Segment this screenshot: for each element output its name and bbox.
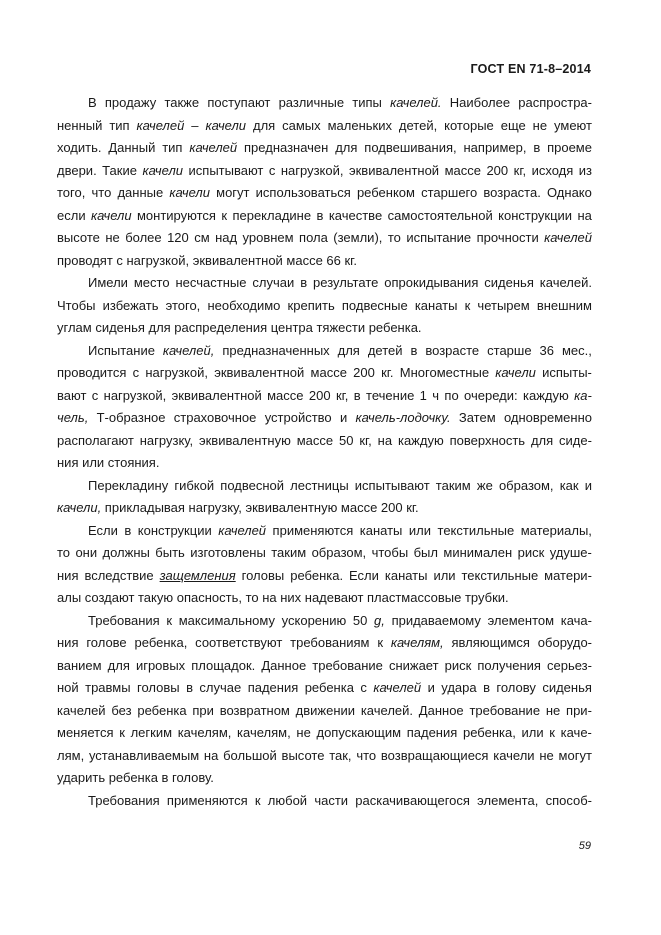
text-line: ния или стояния. <box>57 455 160 470</box>
text-line: двери. Такие качели испытывают с нагрузкой, эквивалентной массе 200 кг, исходя из <box>57 162 592 178</box>
text-line: проводят с нагрузкой, эквивалентной массе 66 кг. <box>57 252 357 268</box>
text-line: меняется к легким качелям, качелям, не допускающим падения ребенка, или к каче- <box>57 725 592 740</box>
text-line: лям, устанавливаемым на большой высоте так, что возвращающиеся качели не могут <box>57 747 592 763</box>
text-line: ния голове ребенка, соответствуют требованиям к качелям, являющимся оборудо- <box>57 635 592 650</box>
document-header: ГОСТ EN 71-8–2014 <box>470 62 591 76</box>
text-line: того, что данные качели могут использоваться ребенком старшего возраста. Однако <box>57 185 592 200</box>
text-line: углам сиденья для распределения центра тяжести ребенка. <box>57 320 422 335</box>
text-line: то они должны быть изготовлены таким образом, чтобы был минимален риск удуше- <box>57 545 592 560</box>
text-line: ной травмы головы в случае падения ребенка с качелей и удара в голову сиденья <box>57 680 592 695</box>
text-line: проводится с нагрузкой, эквивалентной массе 200 кг. Многоместные качели испыты- <box>57 365 592 380</box>
text-line: алы создают такую опасность, то на них надевают пластмассовые трубки. <box>57 590 509 605</box>
page-number: 59 <box>578 840 591 852</box>
text-line: ходить. Данный тип качелей предназначен для подвешивания, например, в проеме <box>57 140 592 155</box>
text-line: качели, прикладывая нагрузку, эквивалентную массе 200 кг. <box>57 500 419 515</box>
text-line: Перекладину гибкой подвесной лестницы испытывают таким же образом, как и <box>88 477 592 493</box>
text-line: Имели место несчастные случаи в результате опрокидывания сиденья качелей. <box>88 275 592 290</box>
text-line: располагают нагрузку, эквивалентную массе 50 кг, на каждую поверхность для сиде- <box>57 432 592 448</box>
text-line: Чтобы избежать этого, необходимо крепить подвесные канаты к четырем внешним <box>57 297 592 313</box>
text-line: ненный тип качелей – качели для самых маленьких детей, которые еще не умеют <box>57 117 592 133</box>
text-line: ванием для игровых площадок. Данное требование снижает риск получения серьез- <box>57 657 592 673</box>
text-line: Требования к максимальному ускорению 50 g, придаваемому элементом кача- <box>88 612 592 628</box>
text-line: Требования применяются к любой части раскачивающегося элемента, способ- <box>88 792 592 808</box>
text-line: В продажу также поступают различные типы качелей. Наиболее распростра- <box>88 95 592 110</box>
text-line: ния вследствие защемления головы ребенка. Если канаты или текстильные матери- <box>57 567 592 583</box>
text-line: Испытание качелей, предназначенных для детей в возрасте старше 36 мес., <box>88 342 592 358</box>
text-line: высоте не более 120 см над уровнем пола (земли), то испытание прочности качелей <box>57 230 592 245</box>
text-line: чель, Т-образное страховочное устройство и качель-лодочку. Затем одновременно <box>57 410 592 425</box>
document-body <box>57 92 592 812</box>
text-line: вают с нагрузкой, эквивалентной массе 200 кг, в течение 1 ч по очереди: каждую ка- <box>57 387 592 403</box>
text-line: качелей без ребенка при возвратном движении качелей. Данное требование не при- <box>57 702 592 718</box>
text-line: ударить ребенка в голову. <box>57 770 214 785</box>
text-line: если качели монтируются к перекладине в качестве самостоятельной конструкции на <box>57 207 592 223</box>
text-line: Если в конструкции качелей применяются канаты или текстильные материалы, <box>88 522 592 538</box>
